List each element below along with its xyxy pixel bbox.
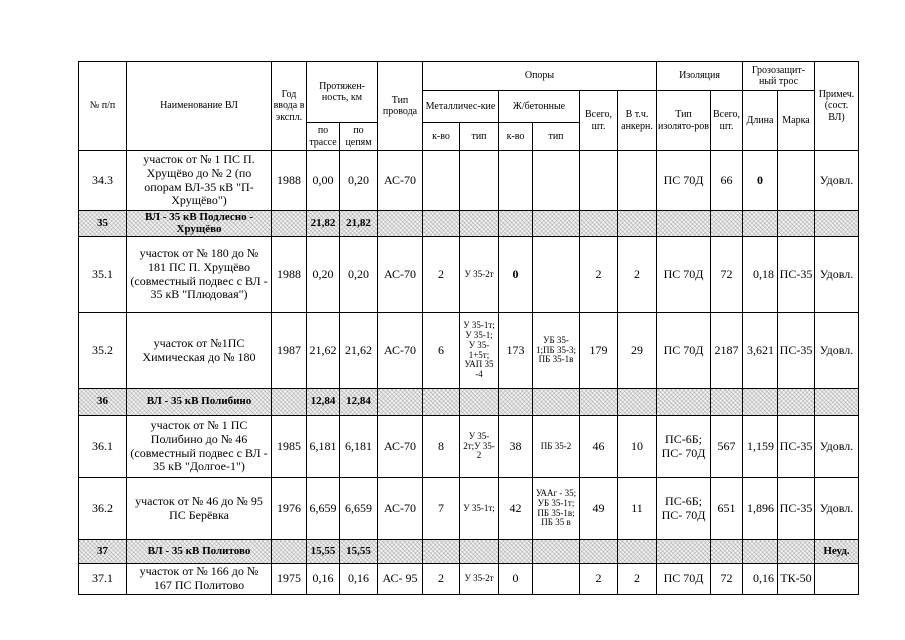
- cell-anchor: [618, 211, 657, 237]
- cell-name: участок от № 166 до № 167 ПС Политово: [127, 564, 272, 595]
- cell-ground-length: 0: [743, 151, 778, 211]
- cell-year: [272, 389, 307, 416]
- cell-ground-length: 0,18: [743, 237, 778, 313]
- table-row: [79, 478, 859, 540]
- cell-note: Удовл.: [815, 151, 859, 211]
- cell-concrete-type: УБ 35-1;ПБ 35-3; ПБ 35-1в: [533, 313, 580, 389]
- cell-ins-total: 2187: [711, 313, 743, 389]
- cell-wire: [378, 389, 423, 416]
- cell-note: Удовл.: [815, 313, 859, 389]
- cell-metal-type: [460, 211, 499, 237]
- cell-len-chain: 12,84: [340, 389, 378, 416]
- cell-year: 1987: [272, 313, 307, 389]
- cell-metal-type: У 35-2т: [460, 564, 499, 595]
- cell-metal-type: У 35-2т;У 35-2: [460, 416, 499, 478]
- line-register-sheet: [78, 61, 859, 595]
- header-concrete: Ж/бетонные: [499, 91, 580, 123]
- cell-ground-length: 1,896: [743, 478, 778, 540]
- cell-total: 179: [580, 313, 618, 389]
- cell-anchor: 10: [618, 416, 657, 478]
- cell-anchor: 29: [618, 313, 657, 389]
- cell-len-route: 12,84: [307, 389, 340, 416]
- cell-metal-qty: 2: [423, 564, 460, 595]
- cell-num: 34.3: [79, 151, 127, 211]
- cell-concrete-qty: [499, 389, 533, 416]
- cell-concrete-type: [533, 237, 580, 313]
- cell-len-chain: 0,20: [340, 237, 378, 313]
- cell-wire: АС-70: [378, 416, 423, 478]
- cell-ins-type: ПС 70Д: [657, 564, 711, 595]
- header-length: Протяжен-ность, км: [307, 62, 378, 123]
- cell-concrete-type: УААг - 35; УБ 35-1т; ПБ 35-1в; ПБ 35 в: [533, 478, 580, 540]
- header-year: Год ввода в экспл.: [272, 62, 307, 151]
- cell-note: [815, 211, 859, 237]
- cell-note: Удовл.: [815, 237, 859, 313]
- cell-concrete-type: [533, 389, 580, 416]
- cell-anchor: 2: [618, 564, 657, 595]
- cell-ins-total: 72: [711, 564, 743, 595]
- table-group-row: [79, 211, 859, 237]
- header-metal: Металличес-кие: [423, 91, 499, 123]
- cell-wire: [378, 540, 423, 564]
- cell-total: 46: [580, 416, 618, 478]
- cell-len-chain: 15,55: [340, 540, 378, 564]
- cell-concrete-qty: 38: [499, 416, 533, 478]
- cell-ins-total: [711, 389, 743, 416]
- header-name: Наименование ВЛ: [127, 62, 272, 151]
- cell-year: 1988: [272, 237, 307, 313]
- cell-total: [580, 151, 618, 211]
- table-row: [79, 237, 859, 313]
- cell-note: Удовл.: [815, 478, 859, 540]
- cell-concrete-type: [533, 151, 580, 211]
- cell-len-route: 6,181: [307, 416, 340, 478]
- cell-num: 35: [79, 211, 127, 237]
- cell-num: 37: [79, 540, 127, 564]
- cell-ground-mark: ПС-35: [778, 237, 815, 313]
- header-ins-total: Всего, шт.: [711, 91, 743, 151]
- cell-year: [272, 540, 307, 564]
- cell-ground-length: [743, 211, 778, 237]
- cell-note: Неуд.: [815, 540, 859, 564]
- cell-len-route: 6,659: [307, 478, 340, 540]
- cell-metal-qty: [423, 211, 460, 237]
- cell-ins-total: 72: [711, 237, 743, 313]
- cell-ground-mark: ТК-50: [778, 564, 815, 595]
- cell-wire: АС-70: [378, 313, 423, 389]
- cell-total: 2: [580, 237, 618, 313]
- cell-len-route: 21,82: [307, 211, 340, 237]
- cell-name: ВЛ - 35 кВ Политово: [127, 540, 272, 564]
- cell-wire: АС-70: [378, 478, 423, 540]
- cell-ins-type: [657, 540, 711, 564]
- cell-concrete-qty: 0: [499, 564, 533, 595]
- cell-wire: АС-70: [378, 237, 423, 313]
- cell-total: [580, 540, 618, 564]
- cell-metal-qty: 8: [423, 416, 460, 478]
- cell-metal-type: У 35-1т; У 35-1; У 35-1+5т; УАП 35 -4: [460, 313, 499, 389]
- cell-total: [580, 211, 618, 237]
- cell-total: [580, 389, 618, 416]
- cell-num: 35.1: [79, 237, 127, 313]
- cell-len-route: 15,55: [307, 540, 340, 564]
- cell-ins-type: ПС 70Д: [657, 237, 711, 313]
- cell-len-route: 21,62: [307, 313, 340, 389]
- cell-anchor: 11: [618, 478, 657, 540]
- table-row: [79, 151, 859, 211]
- cell-name: ВЛ - 35 кВ Подлесно - Хрущёво: [127, 211, 272, 237]
- cell-ins-total: [711, 540, 743, 564]
- cell-len-chain: 0,20: [340, 151, 378, 211]
- cell-metal-type: [460, 389, 499, 416]
- cell-ground-mark: ПС-35: [778, 416, 815, 478]
- cell-name: участок от № 1 ПС П. Хрущёво до № 2 (по опорам ВЛ-35 кВ "П-Хрущёво"): [127, 151, 272, 211]
- header-ground-wire: Грозозащит-ный трос: [743, 62, 815, 91]
- cell-num: 36: [79, 389, 127, 416]
- cell-metal-qty: 6: [423, 313, 460, 389]
- cell-ins-type: ПС 70Д: [657, 313, 711, 389]
- cell-year: 1985: [272, 416, 307, 478]
- cell-ground-length: 3,621: [743, 313, 778, 389]
- header-ground-mark: Марка: [778, 91, 815, 151]
- cell-len-route: 0,16: [307, 564, 340, 595]
- cell-note: [815, 389, 859, 416]
- header-note: Примеч. (сост. ВЛ): [815, 62, 859, 151]
- cell-name: участок от № 46 до № 95 ПС Берёвка: [127, 478, 272, 540]
- cell-name: ВЛ - 35 кВ Полибино: [127, 389, 272, 416]
- cell-ground-mark: [778, 151, 815, 211]
- cell-total: 49: [580, 478, 618, 540]
- cell-anchor: [618, 151, 657, 211]
- cell-num: 37.1: [79, 564, 127, 595]
- cell-metal-type: [460, 151, 499, 211]
- cell-concrete-type: [533, 564, 580, 595]
- cell-name: участок от № 180 до № 181 ПС П. Хрущёво (совместный подвес с ВЛ - 35 кВ "Плюдовая"): [127, 237, 272, 313]
- cell-ins-total: 66: [711, 151, 743, 211]
- cell-len-chain: 21,82: [340, 211, 378, 237]
- table-row: [79, 564, 859, 595]
- cell-metal-qty: [423, 389, 460, 416]
- cell-metal-qty: [423, 540, 460, 564]
- cell-len-chain: 6,181: [340, 416, 378, 478]
- cell-num: 35.2: [79, 313, 127, 389]
- header-insulation: Изоляция: [657, 62, 743, 91]
- cell-num: 36.2: [79, 478, 127, 540]
- header-concrete-qty: к-во: [499, 123, 533, 151]
- cell-ground-mark: [778, 540, 815, 564]
- cell-ground-length: 1,159: [743, 416, 778, 478]
- cell-metal-type: У 35-2т: [460, 237, 499, 313]
- cell-ground-length: [743, 540, 778, 564]
- cell-note: [815, 564, 859, 595]
- cell-anchor: [618, 540, 657, 564]
- cell-year: 1976: [272, 478, 307, 540]
- cell-metal-type: [460, 540, 499, 564]
- cell-year: 1988: [272, 151, 307, 211]
- cell-metal-qty: 2: [423, 237, 460, 313]
- cell-concrete-qty: [499, 151, 533, 211]
- cell-wire: АС- 95: [378, 564, 423, 595]
- cell-wire: [378, 211, 423, 237]
- cell-ground-mark: [778, 211, 815, 237]
- cell-concrete-type: [533, 540, 580, 564]
- header-num: № п/п: [79, 62, 127, 151]
- cell-total: 2: [580, 564, 618, 595]
- table-row: [79, 313, 859, 389]
- cell-concrete-qty: [499, 211, 533, 237]
- cell-metal-qty: 7: [423, 478, 460, 540]
- cell-len-chain: 21,62: [340, 313, 378, 389]
- header-wire: Тип провода: [378, 62, 423, 151]
- cell-ground-mark: ПС-35: [778, 478, 815, 540]
- cell-num: 36.1: [79, 416, 127, 478]
- cell-concrete-qty: [499, 540, 533, 564]
- cell-ins-type: [657, 389, 711, 416]
- header-supports: Опоры: [423, 62, 657, 91]
- cell-ins-total: [711, 211, 743, 237]
- cell-ground-mark: ПС-35: [778, 313, 815, 389]
- table-row: [79, 416, 859, 478]
- cell-metal-qty: [423, 151, 460, 211]
- cell-len-route: 0,00: [307, 151, 340, 211]
- table-group-row: [79, 540, 859, 564]
- cell-wire: АС-70: [378, 151, 423, 211]
- cell-concrete-qty: 173: [499, 313, 533, 389]
- header-concrete-type: тип: [533, 123, 580, 151]
- cell-concrete-type: ПБ 35-2: [533, 416, 580, 478]
- header-len-chain: по цепям: [340, 123, 378, 151]
- cell-ins-total: 651: [711, 478, 743, 540]
- cell-year: 1975: [272, 564, 307, 595]
- header-ground-length: Длина: [743, 91, 778, 151]
- cell-year: [272, 211, 307, 237]
- cell-ins-type: ПС-6Б; ПС- 70Д: [657, 416, 711, 478]
- cell-ground-length: [743, 389, 778, 416]
- cell-name: участок от №1ПС Химическая до № 180: [127, 313, 272, 389]
- cell-anchor: 2: [618, 237, 657, 313]
- header-metal-qty: к-во: [423, 123, 460, 151]
- cell-note: Удовл.: [815, 416, 859, 478]
- cell-concrete-type: [533, 211, 580, 237]
- cell-len-chain: 0,16: [340, 564, 378, 595]
- header-ins-type: Тип изолято-ров: [657, 91, 711, 151]
- header-total: Всего, шт.: [580, 91, 618, 151]
- cell-len-route: 0,20: [307, 237, 340, 313]
- header-anchor: В т.ч. анкерн.: [618, 91, 657, 151]
- cell-ins-total: 567: [711, 416, 743, 478]
- cell-ins-type: ПС 70Д: [657, 151, 711, 211]
- power-lines-table: [78, 61, 859, 595]
- cell-ground-mark: [778, 389, 815, 416]
- header-len-route: по трассе: [307, 123, 340, 151]
- cell-len-chain: 6,659: [340, 478, 378, 540]
- cell-anchor: [618, 389, 657, 416]
- cell-ins-type: ПС-6Б; ПС- 70Д: [657, 478, 711, 540]
- cell-concrete-qty: 0: [499, 237, 533, 313]
- cell-ins-type: [657, 211, 711, 237]
- cell-ground-length: 0,16: [743, 564, 778, 595]
- cell-name: участок от № 1 ПС Полибино до № 46 (совместный подвес с ВЛ - 35 кВ "Долгое-1"): [127, 416, 272, 478]
- cell-metal-type: У 35-1т;: [460, 478, 499, 540]
- table-group-row: [79, 389, 859, 416]
- cell-concrete-qty: 42: [499, 478, 533, 540]
- header-metal-type: тип: [460, 123, 499, 151]
